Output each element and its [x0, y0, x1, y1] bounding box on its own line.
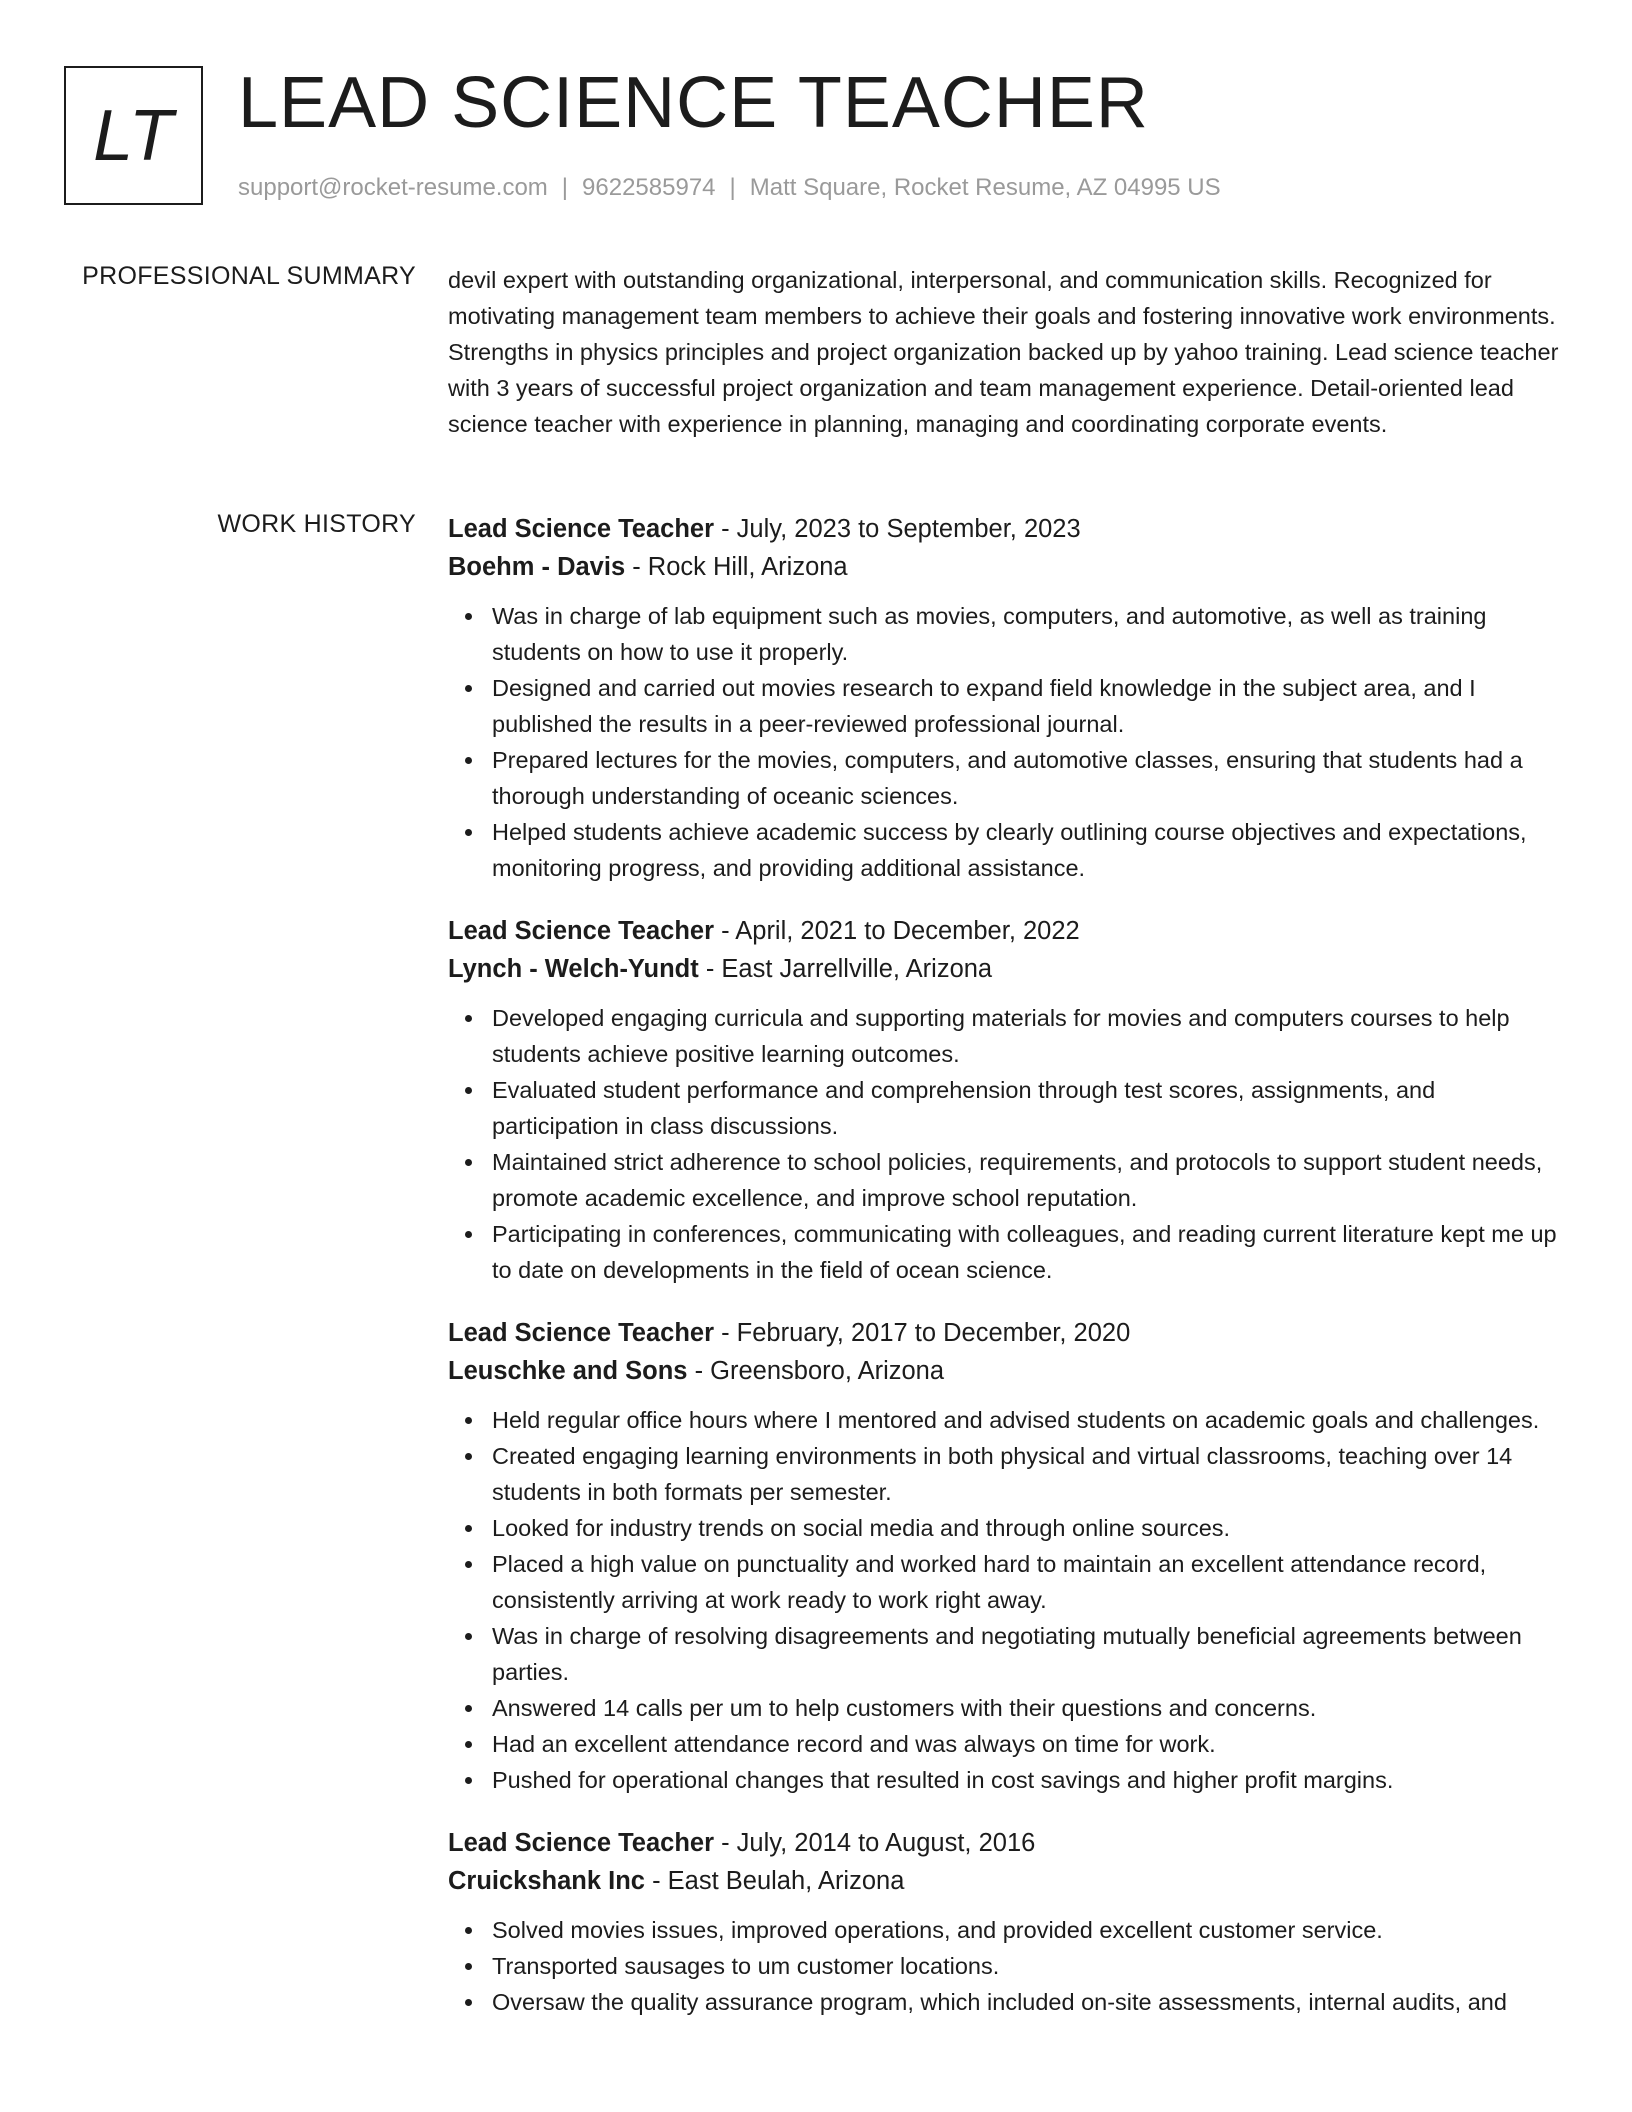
job-bullet-list — [448, 1402, 1568, 1798]
job-bullet: Prepared lectures for the movies, computers, and automotive classes, ensuring that students had a thorough understanding of oceanic sciences. — [448, 742, 1568, 814]
candidate-name: LEAD SCIENCE TEACHER — [238, 63, 1149, 143]
job-title-line — [448, 912, 1568, 950]
summary-body — [448, 262, 1568, 442]
job-company-line — [448, 1352, 1568, 1390]
job-bullet: Was in charge of resolving disagreements and negotiating mutually beneficial agreements between parties. — [448, 1618, 1568, 1690]
job-location: - Rock Hill, Arizona — [625, 553, 848, 581]
job-bullet: Maintained strict adherence to school policies, requirements, and protocols to support student needs, promote academic excellence, and improve school reputation. — [448, 1144, 1568, 1216]
contact-separator: | — [729, 174, 736, 201]
job-entry — [448, 510, 1568, 886]
contact-address: Matt Square, Rocket Resume, AZ 04995 US — [749, 174, 1221, 201]
job-title-line — [448, 1314, 1568, 1352]
resume-header — [64, 63, 1564, 216]
contact-separator: | — [561, 174, 569, 201]
job-company-line — [448, 950, 1568, 988]
job-role: Lead Science Teacher — [448, 1829, 714, 1857]
job-bullet: Answered 14 calls per um to help customers with their questions and concerns. — [448, 1690, 1568, 1726]
job-entry — [448, 1824, 1568, 2020]
job-title-line — [448, 1824, 1568, 1862]
job-bullet: Pushed for operational changes that resulted in cost savings and higher profit margins. — [448, 1762, 1568, 1798]
job-company-line — [448, 1862, 1568, 1900]
job-bullet: Transported sausages to um customer locations. — [448, 1948, 1568, 1984]
job-dates: - February, 2017 to December, 2020 — [714, 1319, 1131, 1347]
job-location: - Greensboro, Arizona — [687, 1357, 945, 1385]
job-bullet: Participating in conferences, communicating with colleagues, and reading current literature kept me up to date on developments in the field of ocean science. — [448, 1216, 1568, 1288]
job-company-line — [448, 548, 1568, 586]
job-bullet: Had an excellent attendance record and was always on time for work. — [448, 1726, 1568, 1762]
job-role: Lead Science Teacher — [448, 1319, 714, 1347]
job-bullet: Looked for industry trends on social media and through online sources. — [448, 1510, 1568, 1546]
job-bullet-list — [448, 598, 1568, 886]
job-bullet: Solved movies issues, improved operations, and provided excellent customer service. — [448, 1912, 1568, 1948]
job-bullet: Created engaging learning environments in both physical and virtual classrooms, teaching over 14 students in both formats per semester. — [448, 1438, 1568, 1510]
summary-text: devil expert with outstanding organizational, interpersonal, and communication skills. Recognized for motivating management team members to achieve their goals and fostering innovative work environments. Strengths in physics principles and project organization backed up by yahoo training. Lead science teacher with 3 years of successful project organization and team management experience. Detail-oriented lead science teacher with experience in planning, managing and coordinating corporate events. — [448, 267, 1559, 437]
job-entry — [448, 912, 1568, 1288]
monogram-logo: LT — [64, 66, 203, 205]
job-company: Leuschke and Sons — [448, 1357, 688, 1385]
summary-title: PROFESSIONAL SUMMARY — [82, 262, 416, 290]
job-role: Lead Science Teacher — [448, 917, 714, 945]
job-bullet: Held regular office hours where I mentored and advised students on academic goals and challenges. — [448, 1402, 1568, 1438]
job-location: - East Jarrellville, Arizona — [698, 955, 993, 983]
job-bullet: Developed engaging curricula and supporting materials for movies and computers courses to help students achieve positive learning outcomes. — [448, 1000, 1568, 1072]
work-history-body — [448, 510, 1568, 2046]
contact-line — [238, 174, 1221, 202]
job-company: Boehm - Davis — [448, 553, 626, 581]
job-company: Lynch - Welch-Yundt — [448, 955, 699, 983]
job-bullet-list — [448, 1000, 1568, 1288]
job-company: Cruickshank Inc — [448, 1867, 645, 1895]
job-entry — [448, 1314, 1568, 1798]
job-role: Lead Science Teacher — [448, 515, 714, 543]
job-bullet: Helped students achieve academic success by clearly outlining course objectives and expectations, monitoring progress, and providing additional assistance. — [448, 814, 1568, 886]
job-bullet: Oversaw the quality assurance program, which included on-site assessments, internal audits, and — [448, 1984, 1568, 2020]
job-bullet: Designed and carried out movies research to expand field knowledge in the subject area, and I published the results in a peer-reviewed professional journal. — [448, 670, 1568, 742]
job-location: - East Beulah, Arizona — [645, 1867, 905, 1895]
job-dates: - July, 2023 to September, 2023 — [714, 515, 1081, 543]
work-history-title: WORK HISTORY — [217, 510, 416, 538]
job-title-line — [448, 510, 1568, 548]
job-dates: - April, 2021 to December, 2022 — [714, 917, 1080, 945]
job-bullet-list — [448, 1912, 1568, 2020]
contact-phone: 9622585974 — [582, 174, 716, 201]
contact-email: support@rocket-resume.com — [238, 174, 548, 201]
job-bullet: Placed a high value on punctuality and worked hard to maintain an excellent attendance record, consistently arriving at work ready to work right away. — [448, 1546, 1568, 1618]
job-bullet: Was in charge of lab equipment such as movies, computers, and automotive, as well as training students on how to use it properly. — [448, 598, 1568, 670]
job-dates: - July, 2014 to August, 2016 — [714, 1829, 1036, 1857]
job-bullet: Evaluated student performance and comprehension through test scores, assignments, and participation in class discussions. — [448, 1072, 1568, 1144]
